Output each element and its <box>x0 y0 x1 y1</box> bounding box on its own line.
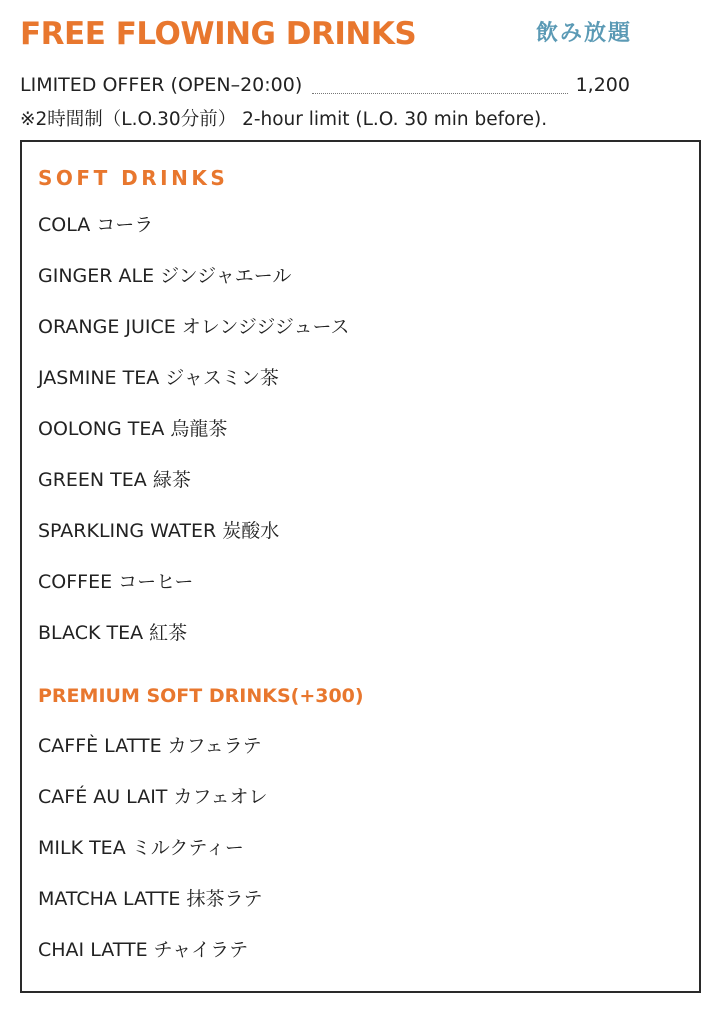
limited-offer-label: LIMITED OFFER (OPEN–20:00) <box>20 74 303 96</box>
menu-item: GINGER ALE ジンジャエール <box>38 265 292 287</box>
price-leader-dots <box>312 93 567 94</box>
limited-offer-row <box>20 70 630 100</box>
soft-drinks-heading: SOFT DRINKS <box>38 166 229 190</box>
menu-item: COLA コーラ <box>38 214 154 236</box>
menu-item: BLACK TEA 紅茶 <box>38 622 188 644</box>
premium-soft-drinks-heading: PREMIUM SOFT DRINKS(+300) <box>38 685 364 707</box>
drinks-menu-box <box>20 140 701 993</box>
menu-item: SPARKLING WATER 炭酸水 <box>38 520 280 542</box>
limited-offer-price: 1,200 <box>575 74 630 96</box>
menu-item: JASMINE TEA ジャスミン茶 <box>38 367 279 389</box>
menu-item: ORANGE JUICE オレンジジジュース <box>38 316 350 338</box>
time-limit-note: ※2時間制（L.O.30分前） 2-hour limit (L.O. 30 min before). <box>20 109 548 130</box>
menu-item: MILK TEA ミルクティー <box>38 837 244 859</box>
menu-item: COFFEE コーヒー <box>38 571 194 593</box>
menu-item: CHAI LATTE チャイラテ <box>38 939 249 961</box>
menu-item: OOLONG TEA 烏龍茶 <box>38 418 228 440</box>
menu-title-japanese: 飲み放題 <box>536 21 633 46</box>
menu-item: GREEN TEA 緑茶 <box>38 469 191 491</box>
menu-item: CAFÉ AU LAIT カフェオレ <box>38 786 268 808</box>
menu-item: MATCHA LATTE 抹茶ラテ <box>38 888 263 910</box>
menu-title: FREE FLOWING DRINKS <box>20 16 417 52</box>
premium-soft-drinks-list <box>38 721 268 976</box>
soft-drinks-list <box>38 200 350 659</box>
menu-item: CAFFÈ LATTE カフェラテ <box>38 735 262 757</box>
